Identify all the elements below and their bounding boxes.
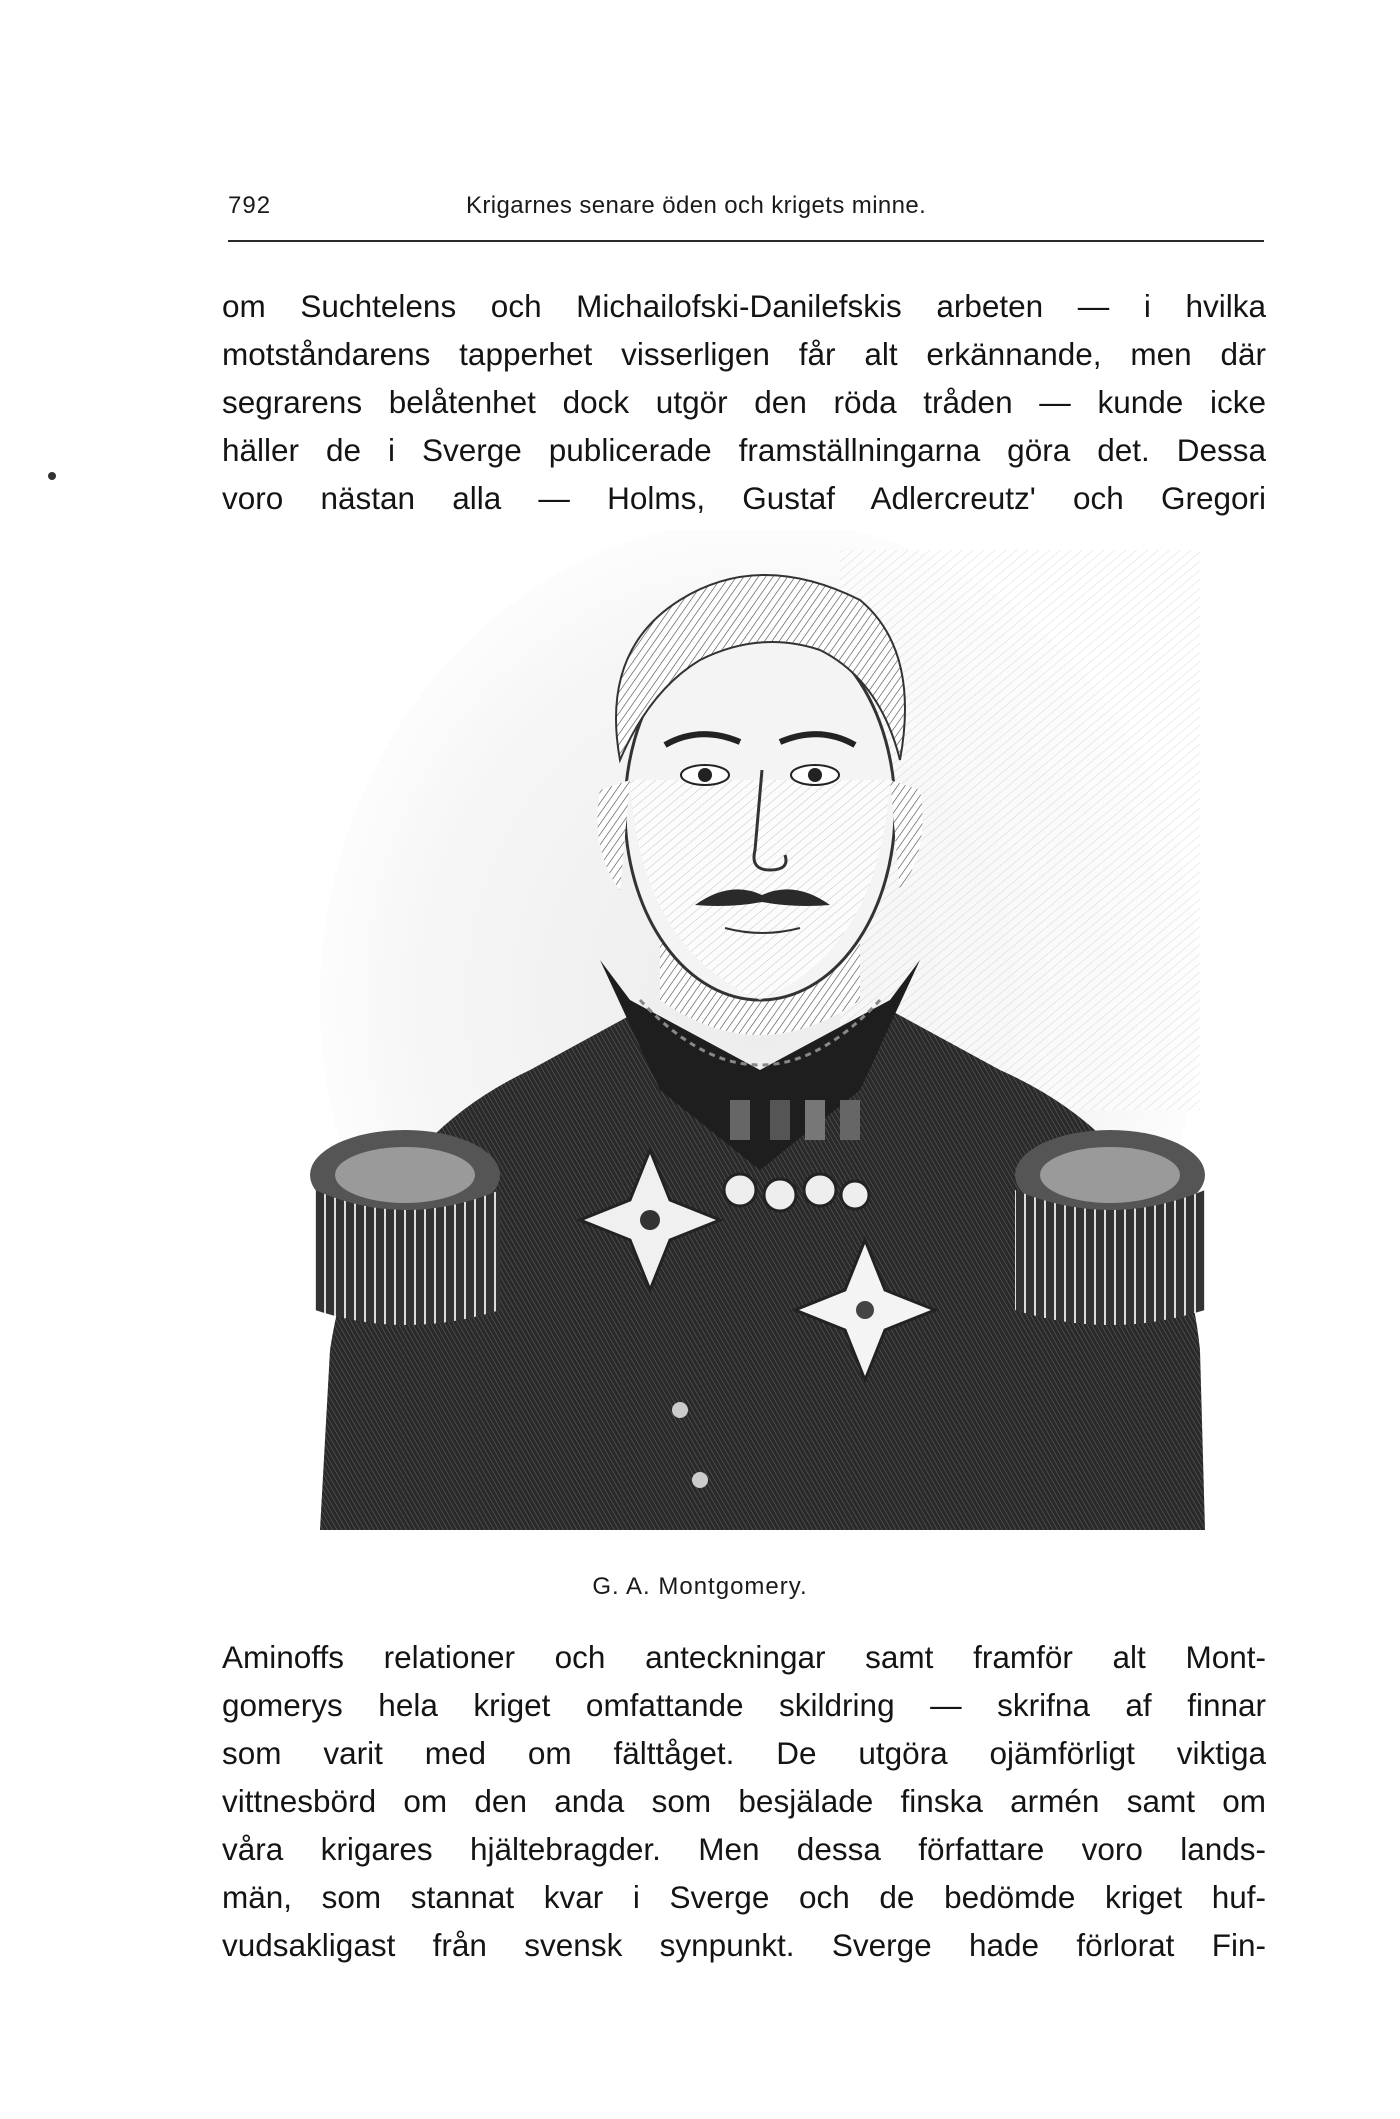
text-line: som varit med om fälttåget. De utgöra ojämförligt viktiga (222, 1735, 1266, 1771)
left-epaulet (310, 1130, 500, 1325)
portrait-engraving (300, 530, 1220, 1530)
paragraph-top (222, 282, 1266, 522)
running-title: Krigarnes senare öden och krigets minne. (466, 192, 927, 219)
paragraph-bottom (222, 1633, 1266, 1969)
text-line: vudsakligast från svensk synpunkt. Sverge hade förlorat Fin- (222, 1927, 1266, 1963)
ink-speck (48, 472, 56, 480)
text-line: voro nästan alla — Holms, Gustaf Adlercreutz' och Gregori (222, 480, 1266, 516)
text-line: vittnesbörd om den anda som besjälade finska armén samt om (222, 1783, 1266, 1819)
page-number: 792 (228, 192, 272, 219)
text-line: om Suchtelens och Michailofski-Danilefskis arbeten — i hvilka (222, 288, 1266, 324)
text-line: segrarens belåtenhet dock utgör den röda tråden — kunde icke (222, 384, 1266, 420)
right-epaulet (1015, 1130, 1205, 1325)
portrait-caption: G. A. Montgomery. (592, 1573, 808, 1600)
text-line: våra krigares hjältebragder. Men dessa författare voro lands- (222, 1831, 1266, 1867)
text-line: män, som stannat kvar i Sverge och de bedömde kriget huf- (222, 1879, 1266, 1915)
text-line: gomerys hela kriget omfattande skildring — skrifna af finnar (222, 1687, 1266, 1723)
text-line: motståndarens tapperhet visserligen får alt erkännande, men där (222, 336, 1266, 372)
text-line: häller de i Sverge publicerade framställningarna göra det. Dessa (222, 432, 1266, 468)
text-line: Aminoffs relationer och anteckningar samt framför alt Mont- (222, 1639, 1266, 1675)
page-header (228, 188, 1264, 228)
header-rule (228, 240, 1264, 242)
